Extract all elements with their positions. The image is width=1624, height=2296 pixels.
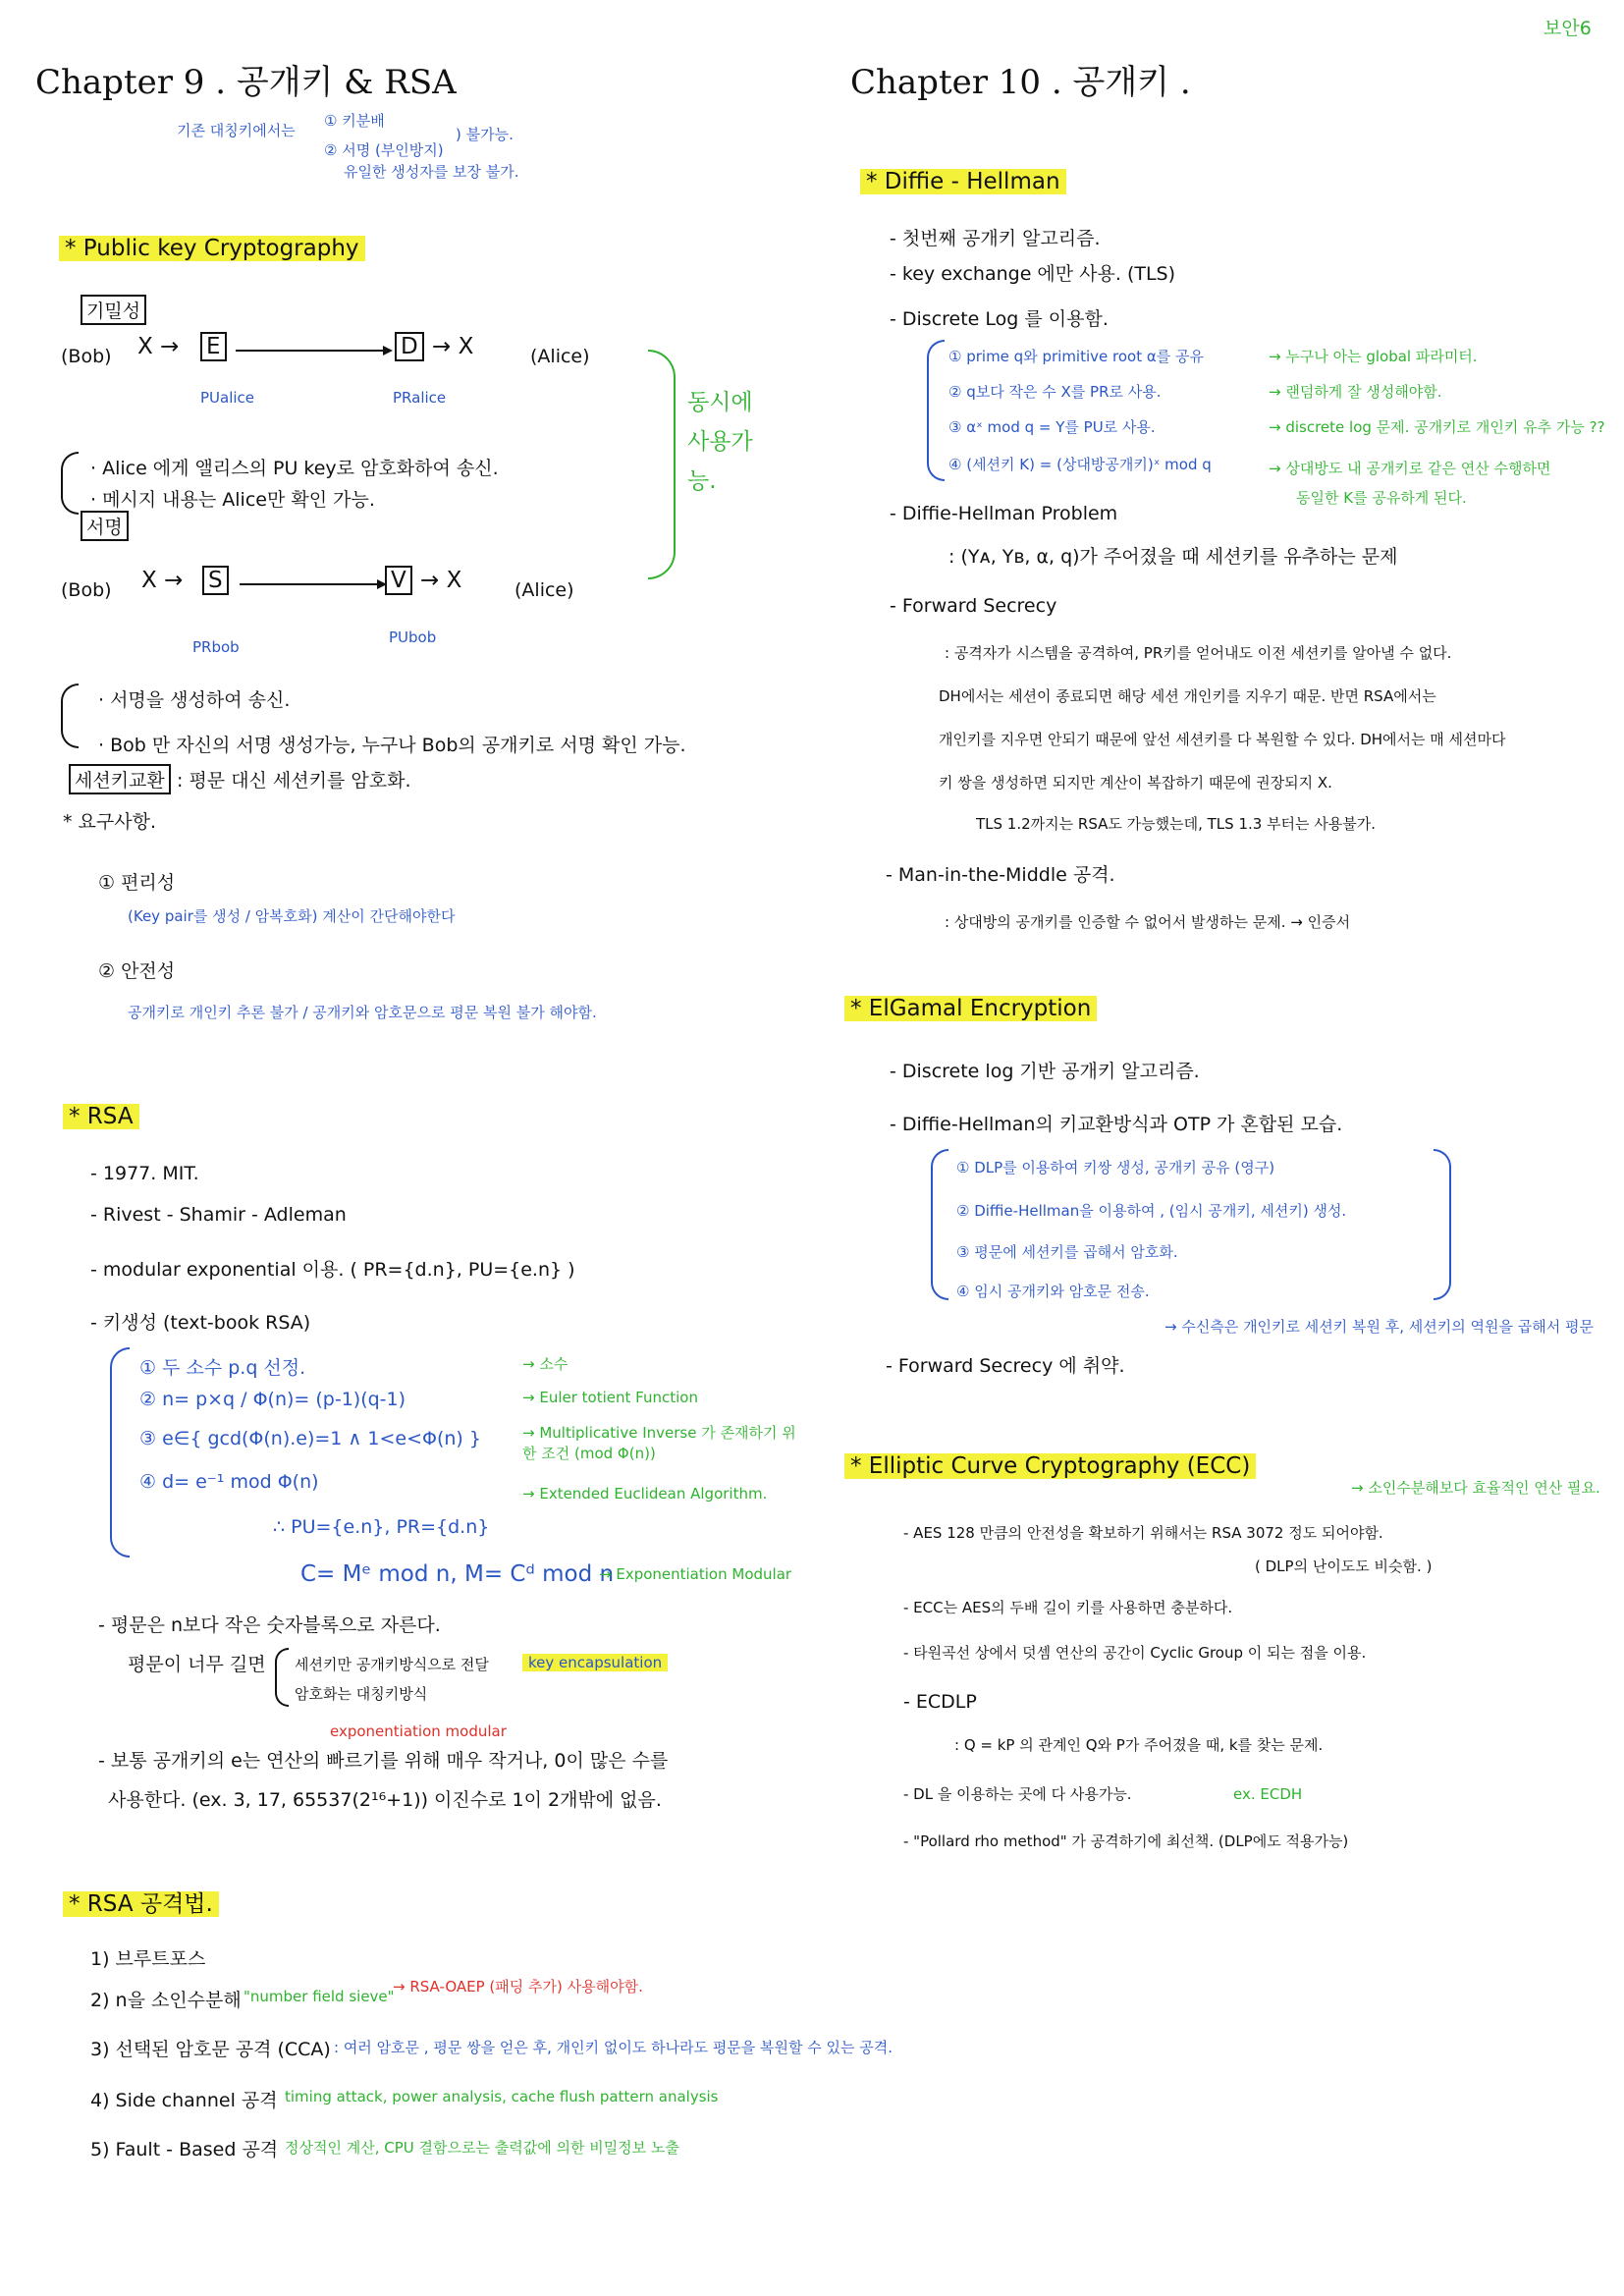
elgamal-step-1: ① DLP를 이용하여 키쌍 생성, 공개키 공유 (영구) <box>956 1159 1275 1176</box>
attack-side-channel-note: timing attack, power analysis, cache flush pattern analysis <box>285 2088 719 2105</box>
dh-fs-line-5: TLS 1.2까지는 RSA도 가능했는데, TLS 1.3 부터는 사용불가. <box>976 815 1377 833</box>
confidentiality-tag: 기밀성 <box>81 295 146 325</box>
rsa-modular: - modular exponential 이용. ( PR={d.n}, PU={e.n} ) <box>90 1259 575 1281</box>
ecc-dlp-similar: ( DLP의 난이도도 비슷함. ) <box>1255 1558 1433 1575</box>
attack-fault-note: 정상적인 계산, CPU 결함으로는 출력값에 의한 비밀정보 노출 <box>285 2139 679 2157</box>
both-usable-note: 동시에 사용가능. <box>687 390 753 494</box>
dh-step-3: ③ αˣ mod q = Y를 PU로 사용. <box>948 418 1156 436</box>
sig-verify-box: V <box>385 566 412 595</box>
rsa-kem-bracket <box>275 1648 289 1707</box>
enc-pr-label: PRalice <box>393 389 447 407</box>
enc-note-bracket <box>61 452 79 515</box>
rsa-keygen-bracket <box>110 1347 130 1558</box>
sig-note-2: · Bob 만 자신의 서명 생성가능, 누구나 Bob의 공개키로 서명 확인 가능. <box>98 735 686 756</box>
pkc-heading: * Public key Cryptography <box>59 236 365 261</box>
ecc-heading: * Elliptic Curve Cryptography (ECC) <box>844 1453 1256 1479</box>
attack-cca-note: : 여러 암호문 , 평문 쌍을 얻은 후, 개인키 없이도 하나라도 평문을 복원할 수 있는 공격. <box>334 2039 893 2056</box>
rsa-heading: * RSA <box>63 1104 139 1129</box>
rsa-long-plaintext: 평문이 너무 길면 <box>128 1654 266 1675</box>
page-mark: 보안6 <box>1543 18 1592 39</box>
dh-mitm-desc: : 상대방의 공개키를 인증할 수 없어서 발생하는 문제. → 인증서 <box>945 913 1351 931</box>
rsa-gloss-expmod: → Exponentiation Modular <box>599 1565 792 1583</box>
req-convenience: ① 편리성 <box>98 872 176 894</box>
dh-gloss-random: → 랜덤하게 잘 생성해야함. <box>1269 383 1442 401</box>
rsa-expmod-annotation: exponentiation modular <box>330 1722 507 1740</box>
sig-arrow <box>240 577 387 591</box>
sig-sign-box: S <box>202 566 229 595</box>
rsa-attack-heading: * RSA 공격법. <box>63 1886 219 1918</box>
elgamal-heading: * ElGamal Encryption <box>844 996 1097 1021</box>
rsa-small-e-note: - 보통 공개키의 e는 연산의 빠르기를 위해 매우 작거나, 0이 많은 수를 <box>98 1750 669 1772</box>
ecc-dl-usable: - DL 을 이용하는 곳에 다 사용가능. <box>903 1785 1132 1803</box>
attack-oaep-note: → RSA-OAEP (패딩 추가) 사용해야함. <box>393 1978 643 1995</box>
ecc-double-key: - ECC는 AES의 두배 길이 키를 사용하면 충분하다. <box>903 1599 1233 1616</box>
rsa-kem-label: key encapsulation <box>522 1654 668 1671</box>
dh-step-4: ④ (세션키 K) = (상대방공개키)ˣ mod q <box>948 456 1212 473</box>
rsa-kem-line-2: 암호화는 대칭키방식 <box>295 1685 428 1703</box>
dh-fs-line-2: DH에서는 세션이 종료되면 해당 세션 개인키를 지우기 때문. 반면 RSA에서는 <box>939 687 1436 705</box>
enc-note-1: · Alice 에게 앨리스의 PU key로 암호화하여 송신. <box>90 458 499 479</box>
dh-heading: * Diffie - Hellman <box>860 169 1066 194</box>
dh-steps-bracket <box>927 340 945 481</box>
attack-nfs: "number field sieve" <box>244 1988 395 2005</box>
rsa-authors: - Rivest - Shamir - Adleman <box>90 1204 347 1226</box>
enc-decrypt-box: D <box>395 332 424 361</box>
ecc-ecdh-example: ex. ECDH <box>1233 1785 1303 1803</box>
chapter9-title: Chapter 9 . 공개키 & RSA <box>35 63 457 102</box>
ecc-top-note: → 소인수분해보다 효율적인 연산 필요. <box>1351 1479 1600 1497</box>
rsa-keys-result: ∴ PU={e.n}, PR={d.n} <box>273 1516 490 1538</box>
dh-fs-line-1: : 공격자가 시스템을 공격하여, PR키를 얻어내도 이전 세션키를 알아낼 수 없다. <box>945 644 1452 662</box>
ecc-pollard: - "Pollard rho method" 가 공격하기에 최선책. (DLP에도 적용가능) <box>903 1832 1349 1850</box>
enc-pu-label: PUalice <box>200 389 255 407</box>
enc-arrow <box>236 344 393 357</box>
rsa-step-1: ① 두 소수 p.q 선정. <box>139 1357 306 1379</box>
elgamal-step-3: ③ 평문에 세션키를 곱해서 암호화. <box>956 1243 1178 1261</box>
ecc-ecdlp-desc: : Q = kP 의 관계인 Q와 P가 주어졌을 때, k를 찾는 문제. <box>954 1736 1324 1754</box>
dh-discrete-log: - Discrete Log 를 이용함. <box>890 308 1109 330</box>
chapter9-note-impossible: ) 불가능. <box>456 126 514 143</box>
req-security-note: 공개키로 개인키 추론 불가 / 공개키와 암호문으로 평문 복원 불가 해야함. <box>128 1004 597 1021</box>
enc-bob-label: (Bob) <box>61 346 112 367</box>
attack-side-channel: 4) Side channel 공격 <box>90 2090 278 2111</box>
enc-note-2: · 메시지 내용는 Alice만 확인 가능. <box>90 489 375 511</box>
chapter9-note: 기존 대칭키에서는 <box>177 122 296 139</box>
dh-key-exchange: - key exchange 에만 사용. (TLS) <box>890 263 1176 285</box>
dh-problem-desc: : (Yᴀ, Yʙ, α, q)가 주어졌을 때 세션키를 유추하는 문제 <box>948 546 1398 568</box>
rsa-small-e-example: 사용한다. (ex. 3, 17, 65537(2¹⁶+1)) 이진수로 1이 2개밖에 없음. <box>108 1789 662 1811</box>
elgamal-step-2: ② Diffie-Hellman을 이용하여 , (임시 공개키, 세션키) 생성. <box>956 1202 1347 1220</box>
elgamal-steps-bracket-right <box>1434 1149 1451 1300</box>
rsa-block-note: - 평문은 n보다 작은 숫자블록으로 자른다. <box>98 1614 441 1636</box>
rsa-gloss-euler: → Euler totient Function <box>522 1389 698 1406</box>
rsa-enc-dec-formula: C= Mᵉ mod n, M= Cᵈ mod n <box>300 1561 615 1587</box>
dh-gloss-shared-1: → 상대방도 내 공개키로 같은 연산 수행하면 <box>1269 460 1551 477</box>
enc-alice-label: (Alice) <box>530 346 590 367</box>
sig-plaintext-in: X → <box>141 568 184 593</box>
dh-first: - 첫번째 공개키 알고리즘. <box>890 228 1101 249</box>
dh-forward-secrecy: - Forward Secrecy <box>890 595 1057 617</box>
rsa-step-2: ② n= p×q / Φ(n)= (p-1)(q-1) <box>139 1389 406 1410</box>
ecc-cyclic-group: - 타원곡선 상에서 덧셈 연산의 공간이 Cyclic Group 이 되는 점을 이용. <box>903 1644 1367 1662</box>
dh-gloss-global: → 누구나 아는 global 파라미터. <box>1269 348 1478 365</box>
rsa-gloss-prime: → 소수 <box>522 1355 568 1373</box>
rsa-gloss-inverse: → Multiplicative Inverse 가 존재하기 위한 조건 (mod Φ(n)) <box>522 1424 796 1462</box>
sig-alice-label: (Alice) <box>514 579 574 601</box>
signature-tag: 서명 <box>81 511 129 541</box>
sig-pr-label: PRbob <box>192 638 240 656</box>
session-key-tag: 세션키교환 <box>69 764 171 794</box>
elgamal-dl: - Discrete log 기반 공개키 알고리즘. <box>890 1061 1200 1082</box>
rsa-step-4: ④ d= e⁻¹ mod Φ(n) <box>139 1471 319 1493</box>
attack-factorization: 2) n을 소인수분해 <box>90 1990 242 2011</box>
dh-problem: - Diffie-Hellman Problem <box>890 503 1118 524</box>
elgamal-step-4: ④ 임시 공개키와 암호문 전송. <box>956 1283 1150 1300</box>
both-usable-bracket <box>648 350 676 579</box>
dh-gloss-dlp: → discrete log 문제. 공개키로 개인키 유추 가능 ?? <box>1269 418 1605 436</box>
sig-plaintext-out: → X <box>420 568 462 593</box>
rsa-kem-line-1: 세션키만 공개키방식으로 전달 <box>295 1656 489 1673</box>
rsa-keygen: - 키생성 (text-book RSA) <box>90 1312 311 1334</box>
elgamal-steps-bracket <box>931 1149 948 1300</box>
enc-plaintext-in: X → <box>137 334 180 359</box>
session-key-text: : 평문 대신 세션키를 암호화. <box>177 770 411 792</box>
sig-pu-label: PUbob <box>389 629 437 646</box>
ecc-ecdlp: - ECDLP <box>903 1691 977 1713</box>
dh-mitm: - Man-in-the-Middle 공격. <box>886 864 1115 886</box>
dh-fs-line-4: 키 쌍을 생성하면 되지만 계산이 복잡하기 때문에 권장되지 X. <box>939 774 1332 792</box>
elgamal-decrypt-note: → 수신측은 개인키로 세션키 복원 후, 세션키의 역원을 곱해서 평문 <box>1164 1318 1594 1336</box>
dh-gloss-shared-2: 동일한 K를 공유하게 된다. <box>1296 489 1467 507</box>
chapter9-note-unique: 유일한 생성자를 보장 불가. <box>344 163 519 181</box>
req-security: ② 안전성 <box>98 960 176 982</box>
requirements-heading: * 요구사항. <box>63 811 156 833</box>
rsa-step-3: ③ e∈{ gcd(Φ(n).e)=1 ∧ 1<e<Φ(n) } <box>139 1428 481 1449</box>
chapter9-note-keydist: ① 키분배 <box>324 112 385 130</box>
rsa-gloss-euclid: → Extended Euclidean Algorithm. <box>522 1485 768 1503</box>
enc-encrypt-box: E <box>200 332 227 361</box>
req-convenience-note: (Key pair를 생성 / 암복호화) 계산이 간단해야한다 <box>128 907 456 925</box>
elgamal-dh-otp: - Diffie-Hellman의 키교환방식과 OTP 가 혼합된 모습. <box>890 1114 1343 1135</box>
attack-brute-force: 1) 브루트포스 <box>90 1948 206 1970</box>
chapter9-note-signature: ② 서명 (부인방지) <box>324 141 444 159</box>
dh-fs-line-3: 개인키를 지우면 안되기 때문에 앞선 세션키를 다 복원할 수 있다. DH에서는 매 세션마다 <box>939 731 1506 748</box>
sig-bob-label: (Bob) <box>61 579 112 601</box>
attack-fault-based: 5) Fault - Based 공격 <box>90 2139 279 2160</box>
sig-note-1: · 서명을 생성하여 송신. <box>98 689 291 711</box>
rsa-year: - 1977. MIT. <box>90 1163 199 1184</box>
ecc-aes128: - AES 128 만큼의 안전성을 확보하기 위해서는 RSA 3072 정도 되어야함. <box>903 1524 1383 1542</box>
attack-cca: 3) 선택된 암호문 공격 (CCA) <box>90 2039 331 2060</box>
sig-note-bracket <box>61 683 79 748</box>
elgamal-fs-weak: - Forward Secrecy 에 취약. <box>886 1355 1125 1377</box>
enc-plaintext-out: → X <box>432 334 474 359</box>
dh-step-1: ① prime q와 primitive root α를 공유 <box>948 348 1204 365</box>
dh-step-2: ② q보다 작은 수 X를 PR로 사용. <box>948 383 1162 401</box>
chapter10-title: Chapter 10 . 공개키 . <box>850 63 1191 102</box>
